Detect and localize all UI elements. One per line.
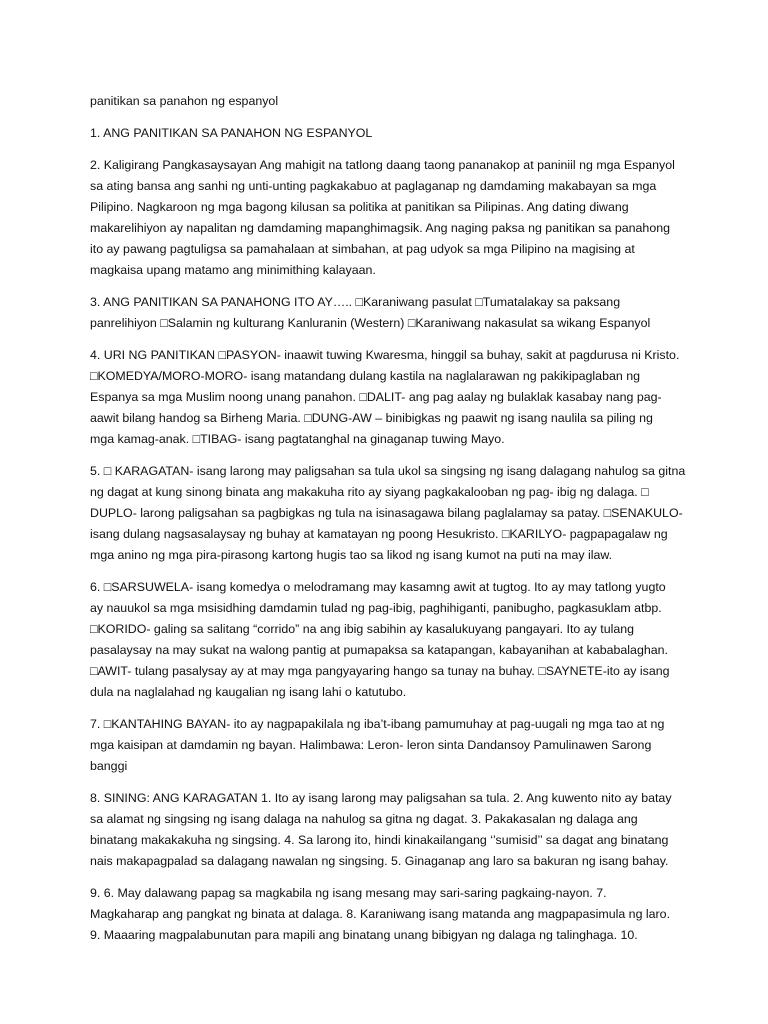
paragraph-2: 2. Kaligirang Pangkasaysayan Ang mahigit na tatlong daang taong pananakop at paniniil ng mga Espanyol sa ating bansa ang sanhi ng unti-unting pagkakabuo at paglaganap ng damdaming makabayan sa mga Pilipino. Nagkaroon ng mga bagong kilusan sa politika at panitikan sa Pilipinas. Ang dating diwang makarelihiyon ay napalitan ng damdaming mapanghimagsik. Ang naging paksa ng panitikan sa panahong ito ay pawang pagtuligsa sa pamahalaan at simbahan, at pag udyok sa mga Pilipino na magising at magkaisa upang matamo ang minimithing kalayaan. [90,158,675,277]
document-title: panitikan sa panahon ng espanyol [90,94,279,108]
paragraph-9: 9. 6. May dalawang papag sa magkabila ng isang mesang may sari-saring pagkaing-nayon. 7. Magkaharap ang pangkat ng binata at dalaga. 8. Karaniwang isang matanda ang magpapasimula ng laro. 9. Maaaring magpalabunutan para mapili ang binatang unang bibigyan ng dalaga ng talinghaga. 10. [90,886,671,942]
paragraph-5: 5. □ KARAGATAN- isang larong may paligsahan sa tula ukol sa singsing ng isang dalagang nahulog sa gitna ng dagat at kung sinong binata ang makakuha rito ay siyang pagkakalooban ng pag- ibig ng dalaga. □ DUPLO- larong paligsahan sa pagbigkas ng tula na isinasagawa bilang paglalamay sa patay. □SENAKULO- isang dulang nagsasalaysay ng buhay at kamatayan ng poong Hesukristo. □KARILYO- pagpapagalaw ng mga anino ng mga pira-pirasong kartong hugis tao sa likod ng isang kumot na puti na may ilaw. [90,464,686,562]
paragraph-8: 8. SINING: ANG KARAGATAN 1. Ito ay isang larong may paligsahan sa tula. 2. Ang kuwento nito ay batay sa alamat ng singsing ng isang dalaga na nahulog sa gitna ng dagat. 3. Pakakasalan ng dalaga ang binatang makakakuha ng singsing. 4. Sa larong ito, hindi kinakailangang ‘’sumisid’’ sa dagat ang binatang nais makapagpalad sa dalagang nawalan ng singsing. 5. Ginaganap ang laro sa bakuran ng isang bahay. [90,791,672,868]
paragraph-1: 1. ANG PANITIKAN SA PANAHON NG ESPANYOL [90,126,373,140]
paragraph-4: 4. URI NG PANITIKAN □PASYON- inaawit tuwing Kwaresma, hinggil sa buhay, sakit at pagdurusa ni Kristo. □KOMEDYA/MORO-MORO- isang matandang dulang kastila na naglalarawan ng pakikipaglaban ng Espanya sa mga Muslim noong unang panahon. □DALIT- ang pag aalay ng bulaklak kasabay nang pag- aawit bilang handog sa Birheng Maria. □DUNG-AW – binibigkas ng paawit ng isang naulila sa piling ng mga kamag-anak. □TIBAG- isang pagtatanghal na ginaganap tuwing Mayo. [90,348,680,446]
paragraph-6: 6. □SARSUWELA- isang komedya o melodramang may kasamng awit at tugtog. Ito ay may tatlong yugto ay nauukol sa mga msisidhing damdamin tulad ng pag-ibig, paghihiganti, panibugho, pagkasuklam atbp. □KORIDO- galing sa salitang “corrido” na ang ibig sabihin ay kasalukuyang pangayari. Ito ay tulang pasalaysay na may sukat na walong pantig at pumapaksa sa katapangan, kabayanihan at kababalaghan. □AWIT- tulang pasalysay ay at may mga pangyayaring hango sa tunay na buhay. □SAYNETE-ito ay isang dula na naglalahad ng kaugalian ng isang lahi o katutubo. [90,580,670,699]
paragraph-7: 7. □KANTAHING BAYAN- ito ay nagpapakilala ng iba’t-ibang pamumuhay at pag-uugali ng mga tao at ng mga kaisipan at damdamin ng bayan. Halimbawa: Leron- leron sinta Dandansoy Pamulinawen Sarong banggi [90,717,665,773]
paragraph-3: 3. ANG PANITIKAN SA PANAHONG ITO AY….. □Karaniwang pasulat □Tumatalakay sa paksang panrelihiyon □Salamin ng kulturang Kanluranin (Western) □Karaniwang nakasulat sa wikang Espanyol [90,295,651,330]
document-body [90,91,690,957]
